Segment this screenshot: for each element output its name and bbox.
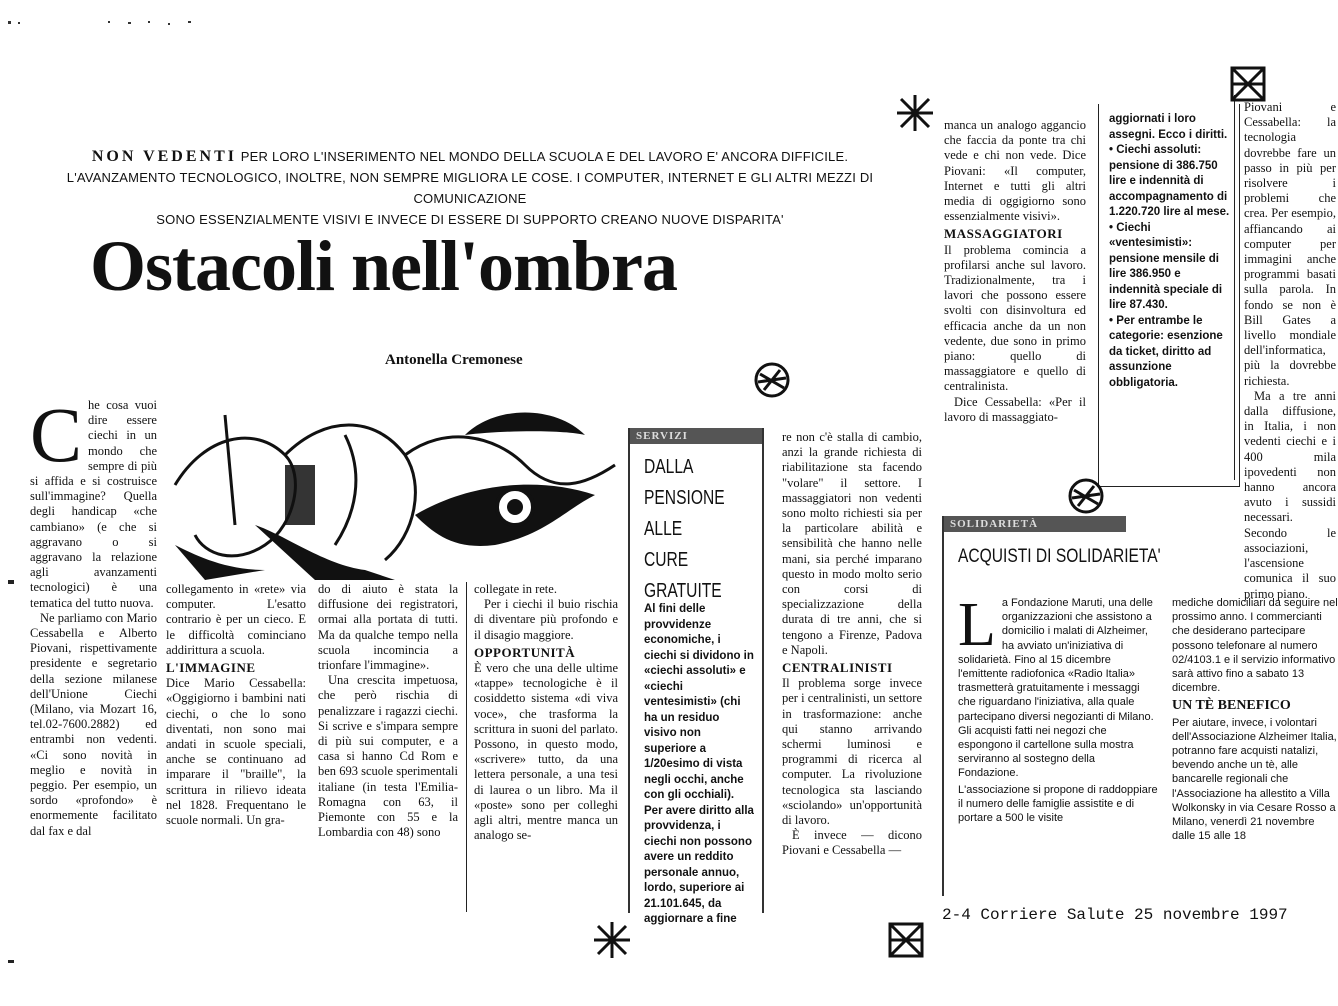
rights-item: • Ciechi assoluti: pensione di 386.750 lire e indennità di accompagnamento di 1.220.720 lire al mese. [1109,144,1230,218]
article-column-3 [318,582,458,912]
kicker-line2: L'AVANZAMENTO TECNOLOGICO, INOLTRE, NON SEMPRE MIGLIORA LE COSE. I COMPUTER, INTERNET E GLI ALTRI MEZZI DI COMUNICAZIONE [66,170,874,206]
column-rule [1234,95,1235,480]
star-stamp-icon [592,920,632,965]
box-stamp-icon [1228,64,1268,109]
article-column-2 [166,582,306,912]
ball-stamp-icon [752,360,792,405]
page-footer: 2-4 Corriere Salute 25 novembre 1997 [942,906,1288,924]
article-col3-text: do di aiuto è stata la diffusione dei registratori, ormai alla portata di tutti. Ma da qualche tempo nella scuola incomincia a trionfare l'immagine». [318,582,458,673]
ball-stamp-icon [1066,476,1106,521]
solidarity-body2: L'associazione si propone di raddoppiare il numero delle famiglie assistite e di portare a 500 le visite [958,783,1158,825]
article-col1b-text: Ne parliamo con Mario Cessabella e Alberto Piovani, rispettivamente presidente e segretario della sezione milanese dell'Unione Ciechi (Milano, via Mozart 16, tel.02-7600.2882) ed entrambi non vedenti. «Ci sono novità in meglio e novità in peggio. Per esempio, un sordo «profondo» è enormemente facilitato dal fax e dal [30,610,157,838]
solidarity-dropcap: L [958,591,996,659]
article-col8-text: Piovani e Cessabella: la tecnologia dovrebbe fare un passo in più per risolvere i problemi che crea. Per esempio, affiancando ai computer per immagini anche programmi basati sulla parola. In fondo se non è Bill Gates a livello mondiale dell'informatica, più la dovrebbe richiesta. [1244,100,1336,388]
box-stamp-icon [886,920,926,965]
solidarity-col1 [958,591,1158,896]
kicker-lead: NON VEDENTI [91,148,237,165]
article-column-8 [1244,100,1336,601]
solidarity-title: ACQUISTI DI SOLIDARIETA' [958,546,1161,567]
article-col8b-text: Ma a tre anni dalla diffusione, in Italia, i non vedenti ciechi e i 400 mila ipovedenti non hanno ancora avuto i sussidi necessari. Secondo le associazioni, l'ascensione comunica il suo primo piano. [1244,388,1336,601]
article-col1-text: he cosa vuoi dire essere ciechi in un mondo che sempre di più si affida e si costruisce sull'immagine? Quella degli handicap «che cambiano» (e che si aggravano o si aggravano la relazione agli avanzamenti tecnologici) è una tematica del tutto nuova. [30,398,157,610]
subhead-massaggiatori: MASSAGGIATORI [944,226,1063,242]
article-column-5 [782,430,922,908]
column-rule [466,582,467,912]
sidebar-title-line: ALLE CURE [644,518,689,571]
rights-box [1098,104,1240,487]
scan-margin-dot [8,580,14,584]
sidebar-title-line: DALLA [644,456,694,478]
byline: Antonella Cremonese [385,352,523,368]
sidebar-header: SERVIZI [630,428,762,444]
article-col3b-text: Una crescita impetuosa, che però rischia di penalizzare i ragazzi ciechi. Si scrive e s'impara sempre di più sui computer, e a casa si hanno Cd Rom e ben 693 scuole sperimentali italiane (in testa l'Emilia-Romagna con 63, il Piemonte con 55 e la Lombardia con 48) sono [318,673,458,840]
headline: Ostacoli nell'ombra [90,226,677,306]
subhead-centralinisti: CENTRALINISTI [782,660,893,676]
sidebar-body: Al fini delle provvidenze economiche, i ciechi si dividono in «ciechi assoluti» e «ciechi ventesimisti» (chi ha un residuo visivo non superiore a 1/20esimo di vista negli occhi, anche con gli occhiali). Per avere diritto alla provvidenza, i ciechi non possono avere un reddito personale annuo, lordo, superiore ai 21.101.645, da aggiornare a fine [644,603,754,925]
rights-intro: aggiornati i loro assegni. Ecco i diritti. [1109,113,1228,141]
illustration-faces [165,395,620,585]
sidebar-title-line: GRATUITE [644,580,722,602]
sidebar-title [630,444,762,602]
kicker-line3: SONO ESSENZIALMENTE VISIVI E INVECE DI ESSERE DI SUPPORTO CREANO NUOVE DISPARITA' [156,212,784,227]
article-col2-text: collegamento in «rete» via computer. L'esatto contrario è per un cieco. E le difficoltà cominciano addirittura a scuola. [166,582,306,657]
article-column-6 [944,118,1086,488]
article-col4c-text: È vero che una delle ultime «tappe» tecnologiche è il cosiddetto sistema «di viva voce», che trasforma la scrittura in suoni del parlato. Possono, in questo modo, «scrivere» tutto, da una lettera personale, a una tesi di laurea o un libro. Ma il «poste» sono per colleghi agli altri, mentre manca un analogo se- [474,661,618,843]
solidarity-col2-text: mediche domiciliari da seguire nel prossimo anno. I commercianti che desiderano partecipare possono telefonare al numero 02/4103.1 e il servizio informativo sarà attivo fino a sabato 13 dicembre. [1172,597,1338,695]
article-col2b-text: Dice Mario Cessabella: «Oggigiorno i bambini nati ciechi, o che lo sono diventati, non sono mai andati in scuole speciali, anche se continuano ad imparare il "braille", la scrittura in rilievo ideata nel 1828. Frequentano le scuole normali. Un gra- [166,676,306,828]
subhead-te-benefico: UN TÈ BENEFICO [1172,698,1291,714]
article-col6c-text: Dice Cessabella: «Per il lavoro di massaggiato- [944,394,1086,424]
solidarity-header: SOLIDARIETÀ [944,516,1126,532]
article-col5b-text: Il problema sorge invece per i centralinisti, un settore in trasformazione: anche qui stanno arrivando schermi luminosi e programmi di ricerca al computer. La rivoluzione tecnologica sta lasciando «sciolando» un'opportunità di lavoro. [782,676,922,828]
solidarity-body1: a Fondazione Maruti, una delle organizzazioni che assistono a domicilio i malati di Alzheimer, ha avviato un'iniziativa di solidarietà. Fino al 15 dicembre l'emittente radiofonica «Radio Italia» trasmetterà gratuitamente i messaggi che riguardano l'iniziativa, alla quale partecipano diversi negozianti di Milano. Gli acquisti fatti nei negozi che espongono il cartellone sulla mostra serviranno al sostegno della Fondazione. [958,597,1154,780]
scan-margin-dot [8,960,14,963]
solidarity-col2 [1172,596,1338,896]
article-column-1 [30,391,157,908]
sidebar-title-line: PENSIONE [644,487,725,509]
solidarity-box [942,516,1338,896]
dropcap: C [30,391,83,478]
article-col4b-text: Per i ciechi il buio rischia di diventare più profondo e il disagio maggiore. [474,597,618,642]
scan-noise [8,14,208,24]
rights-item: • Per entrambe le categorie: esenzione da ticket, diritto ad assunzione obbligatoria. [1109,314,1223,389]
article-col5-text: re non c'è stalla di cambio, anzi la grande richiesta di riabilitazione sta facendo "volare" il settore. I massaggiatori non vedenti sono molto richiesti sia per la particolare abilità e sensibilità che hanno nelle mani, sia perché imparano questo in modo molto serio con corsi di specializzazione della durata di tre anni, che si tengono a Firenze, Padova e Napoli. [782,430,922,657]
kicker-line1: PER LORO L'INSERIMENTO NEL MONDO DELLA SCUOLA E DEL LAVORO E' ANCORA DIFFICILE. [240,149,849,164]
rights-item: • Ciechi «ventesimisti»: pensione mensile di lire 386.950 e indennità speciale di lire 87.430. [1109,221,1223,311]
article-col4-text: collegate in rete. [474,582,557,596]
solidarity-col2b-text: Per aiutare, invece, i volontari dell'Associazione Alzheimer Italia, potranno fare acquisti natalizi, bevendo anche un tè, alle bancarelle regionali che l'Associazione ha allestito a Villa Wolkonsky in via Cesare Rosso a Milano, venerdì 21 novembre dalle 15 alle 18 [1172,716,1337,843]
article-col6-text: manca un analogo aggancio che faccia da ponte tra chi vede e chi non vede. Dice Piovani: «Il computer, Internet e tutti gli altri media di oggigiorno sono essenzialmente visivi». [944,118,1086,224]
star-stamp-icon [895,93,935,138]
article-col6b-text: Il problema comincia a profilarsi anche sul lavoro. Tradizionalmente, tra i lavori che possono essere svolti con disinvoltura ed efficacia anche da un non vedente, due sono in primo piano: quello di massaggiatore e quello di centralinista. [944,242,1086,394]
article-col5c-text: È invece — dicono Piovani e Cessabella — [782,828,922,858]
subhead-immagine: L'IMMAGINE [166,660,256,676]
sidebar-services [628,428,764,925]
subhead-opportunita: OPPORTUNITÀ [474,644,576,660]
article-column-4 [474,582,618,912]
kicker [30,146,910,230]
